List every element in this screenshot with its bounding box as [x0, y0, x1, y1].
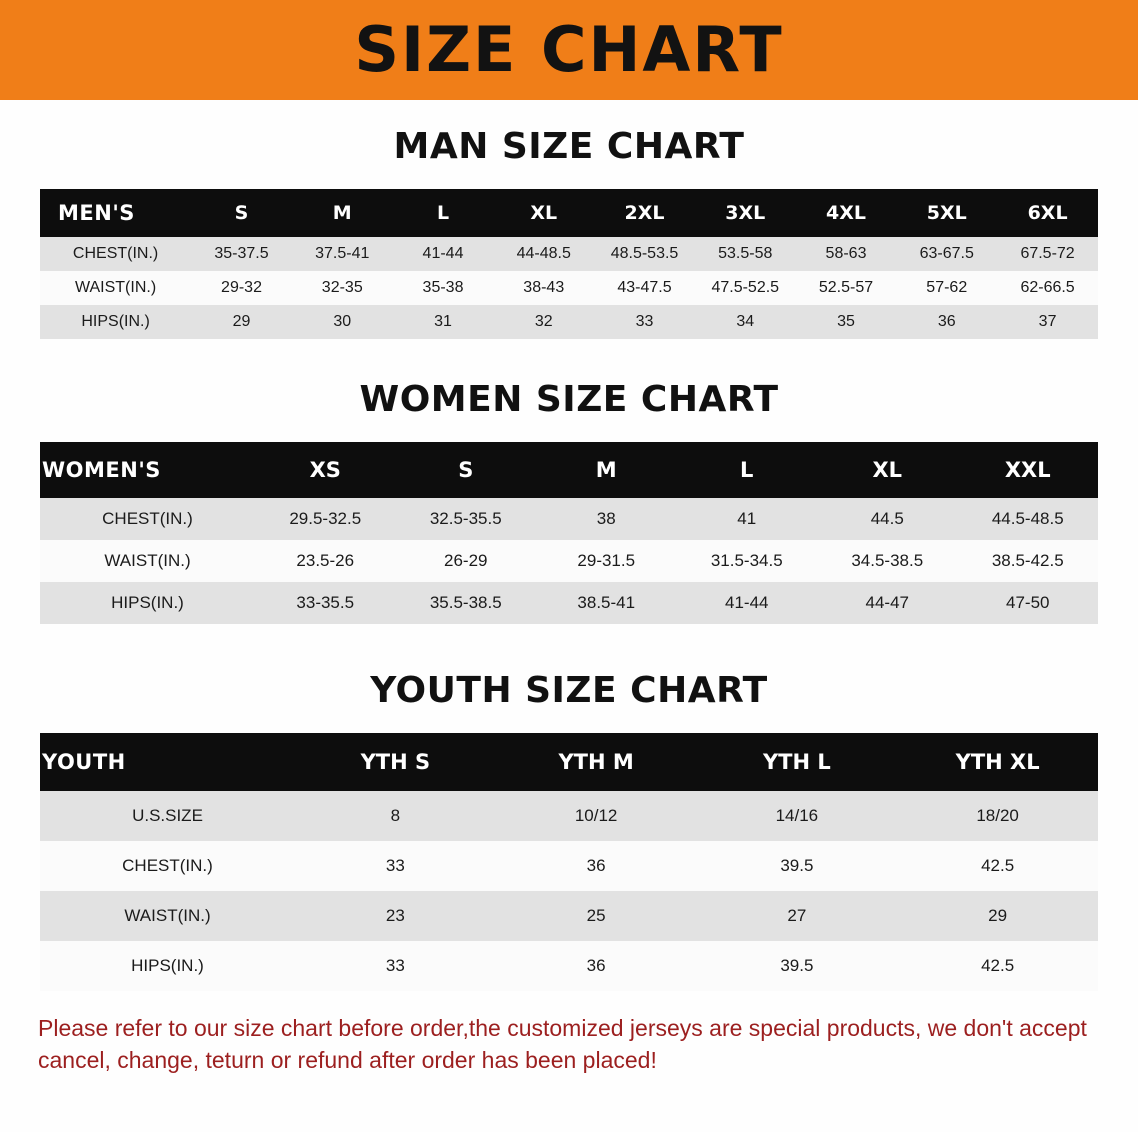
- cell: 23.5-26: [255, 540, 396, 582]
- cell: 38: [536, 498, 677, 540]
- row-label: WAIST(IN.): [40, 540, 255, 582]
- cell: 48.5-53.5: [594, 237, 695, 271]
- youth-table-head: [40, 733, 1098, 791]
- man-header-1: S: [191, 189, 292, 237]
- cell: 31.5-34.5: [677, 540, 818, 582]
- women-section-title: WOMEN SIZE CHART: [359, 379, 779, 420]
- cell: 32-35: [292, 271, 393, 305]
- cell: 32: [493, 305, 594, 339]
- table-row: [40, 891, 1098, 941]
- cell: 39.5: [697, 941, 898, 991]
- table-row: [40, 791, 1098, 841]
- cell: 58-63: [796, 237, 897, 271]
- man-header-7: 4XL: [796, 189, 897, 237]
- man-header-5: 2XL: [594, 189, 695, 237]
- cell: 35.5-38.5: [396, 582, 537, 624]
- row-label: CHEST(IN.): [40, 498, 255, 540]
- cell: 67.5-72: [997, 237, 1098, 271]
- women-size-table: [40, 442, 1098, 624]
- youth-size-table: [40, 733, 1098, 991]
- youth-table-wrap: [40, 733, 1098, 991]
- cell: 25: [496, 891, 697, 941]
- cell: 10/12: [496, 791, 697, 841]
- women-header-1: XS: [255, 442, 396, 498]
- page-title: SIZE CHART: [354, 13, 784, 86]
- cell: 23: [295, 891, 496, 941]
- man-header-2: M: [292, 189, 393, 237]
- cell: 36: [896, 305, 997, 339]
- youth-table-body: [40, 791, 1098, 991]
- women-header-3: M: [536, 442, 677, 498]
- cell: 41-44: [677, 582, 818, 624]
- row-label: CHEST(IN.): [40, 237, 191, 271]
- cell: 26-29: [396, 540, 537, 582]
- cell: 29.5-32.5: [255, 498, 396, 540]
- women-table-wrap: [40, 442, 1098, 624]
- header-banner: [0, 0, 1138, 100]
- women-header-2: S: [396, 442, 537, 498]
- man-table-head: [40, 189, 1098, 237]
- cell: 62-66.5: [997, 271, 1098, 305]
- cell: 53.5-58: [695, 237, 796, 271]
- cell: 33: [295, 841, 496, 891]
- cell: 27: [697, 891, 898, 941]
- cell: 63-67.5: [896, 237, 997, 271]
- cell: 36: [496, 941, 697, 991]
- row-label: U.S.SIZE: [40, 791, 295, 841]
- table-row: [40, 841, 1098, 891]
- table-header-row: [40, 189, 1098, 237]
- table-row: [40, 582, 1098, 624]
- cell: 29: [191, 305, 292, 339]
- cell: 32.5-35.5: [396, 498, 537, 540]
- man-header-4: XL: [493, 189, 594, 237]
- cell: 37.5-41: [292, 237, 393, 271]
- row-label: WAIST(IN.): [40, 891, 295, 941]
- cell: 37: [997, 305, 1098, 339]
- cell: 14/16: [697, 791, 898, 841]
- cell: 34.5-38.5: [817, 540, 958, 582]
- table-row: [40, 941, 1098, 991]
- man-header-8: 5XL: [896, 189, 997, 237]
- cell: 35-38: [393, 271, 494, 305]
- row-label: HIPS(IN.): [40, 305, 191, 339]
- table-header-row: [40, 442, 1098, 498]
- man-size-table: [40, 189, 1098, 339]
- youth-header-1: YTH S: [295, 733, 496, 791]
- row-label: WAIST(IN.): [40, 271, 191, 305]
- row-label: HIPS(IN.): [40, 582, 255, 624]
- cell: 30: [292, 305, 393, 339]
- cell: 35: [796, 305, 897, 339]
- cell: 41-44: [393, 237, 494, 271]
- cell: 29-32: [191, 271, 292, 305]
- row-label: CHEST(IN.): [40, 841, 295, 891]
- disclaimer-note: Please refer to our size chart before order,the customized jerseys are special products, we don't accept cancel, change, teturn or refund after order has been placed!: [38, 1015, 1087, 1073]
- youth-header-0: YOUTH: [40, 733, 295, 791]
- man-section-title: MAN SIZE CHART: [393, 126, 745, 167]
- table-row: [40, 237, 1098, 271]
- cell: 42.5: [897, 841, 1098, 891]
- women-header-6: XXL: [958, 442, 1099, 498]
- man-table-wrap: [40, 189, 1098, 339]
- row-label: HIPS(IN.): [40, 941, 295, 991]
- youth-header-3: YTH L: [697, 733, 898, 791]
- cell: 36: [496, 841, 697, 891]
- youth-section-title: YOUTH SIZE CHART: [370, 670, 768, 711]
- cell: 47-50: [958, 582, 1099, 624]
- cell: 38.5-42.5: [958, 540, 1099, 582]
- table-row: [40, 498, 1098, 540]
- cell: 39.5: [697, 841, 898, 891]
- women-table-head: [40, 442, 1098, 498]
- cell: 33-35.5: [255, 582, 396, 624]
- women-header-5: XL: [817, 442, 958, 498]
- man-header-0: MEN'S: [40, 189, 191, 237]
- cell: 52.5-57: [796, 271, 897, 305]
- man-header-6: 3XL: [695, 189, 796, 237]
- women-header-4: L: [677, 442, 818, 498]
- cell: 18/20: [897, 791, 1098, 841]
- cell: 44-48.5: [493, 237, 594, 271]
- cell: 57-62: [896, 271, 997, 305]
- youth-header-2: YTH M: [496, 733, 697, 791]
- women-header-0: WOMEN'S: [40, 442, 255, 498]
- table-header-row: [40, 733, 1098, 791]
- cell: 41: [677, 498, 818, 540]
- cell: 34: [695, 305, 796, 339]
- cell: 33: [295, 941, 496, 991]
- table-row: [40, 305, 1098, 339]
- cell: 29-31.5: [536, 540, 677, 582]
- man-table-body: [40, 237, 1098, 339]
- cell: 47.5-52.5: [695, 271, 796, 305]
- table-row: [40, 271, 1098, 305]
- women-table-body: [40, 498, 1098, 624]
- cell: 38.5-41: [536, 582, 677, 624]
- cell: 35-37.5: [191, 237, 292, 271]
- cell: 44.5-48.5: [958, 498, 1099, 540]
- cell: 38-43: [493, 271, 594, 305]
- cell: 44-47: [817, 582, 958, 624]
- cell: 42.5: [897, 941, 1098, 991]
- cell: 29: [897, 891, 1098, 941]
- man-header-9: 6XL: [997, 189, 1098, 237]
- cell: 31: [393, 305, 494, 339]
- cell: 8: [295, 791, 496, 841]
- cell: 43-47.5: [594, 271, 695, 305]
- man-header-3: L: [393, 189, 494, 237]
- table-row: [40, 540, 1098, 582]
- cell: 44.5: [817, 498, 958, 540]
- youth-header-4: YTH XL: [897, 733, 1098, 791]
- cell: 33: [594, 305, 695, 339]
